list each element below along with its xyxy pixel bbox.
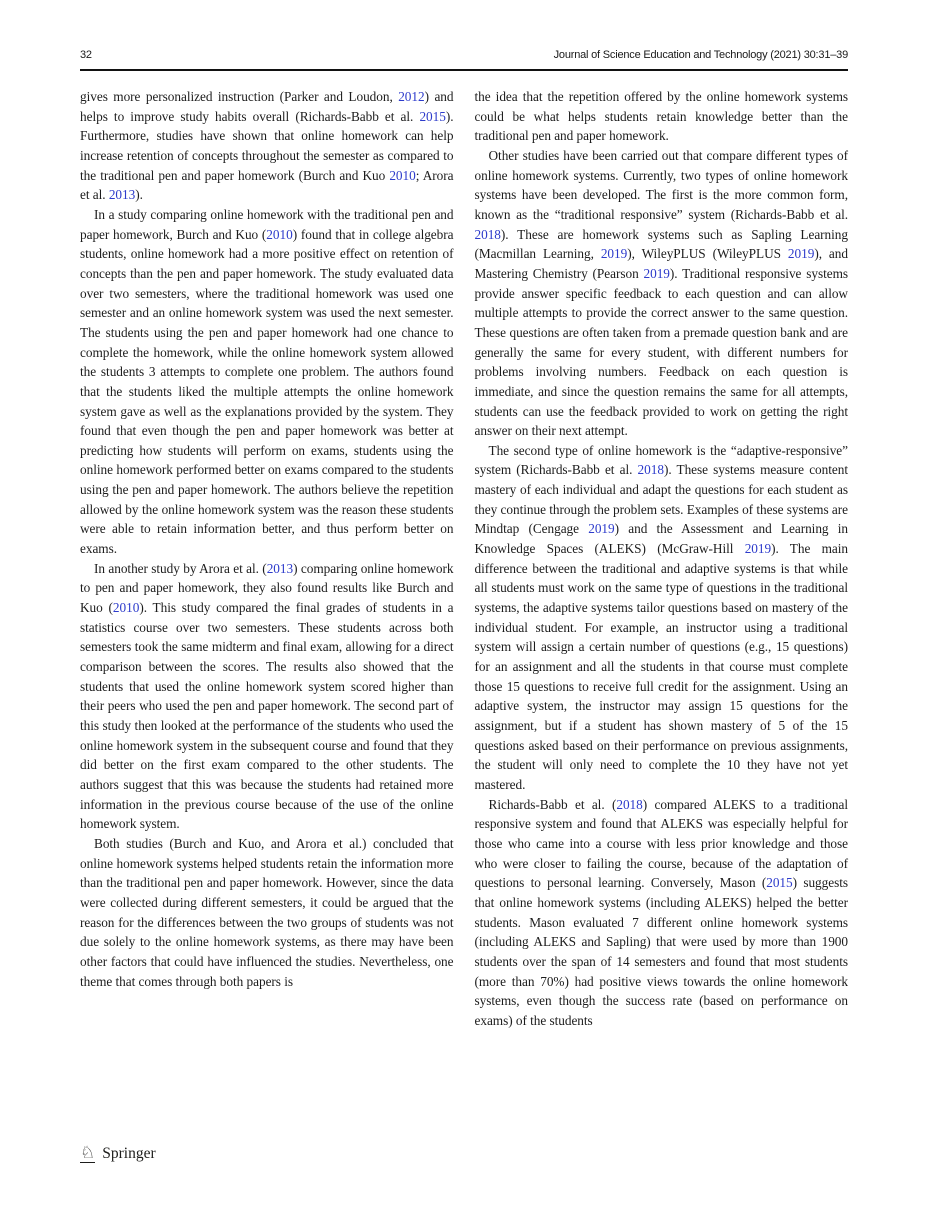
column-right — [475, 87, 849, 1031]
citation-link[interactable]: 2010 — [389, 167, 416, 183]
page-header — [80, 49, 848, 61]
citation-link[interactable]: 2012 — [398, 89, 425, 104]
citation-link[interactable]: 2019 — [787, 246, 815, 262]
publisher-name: Springer — [102, 1144, 156, 1162]
paragraph: Both studies (Burch and Kuo, and Arora et al.) concluded that online homework systems helped students retain the information more than the traditional pen and paper homework. However, since the data were collected during different semesters, it could be argued that the reason for the differences between the two groups of students was not due solely to the online homework systems, as there may have been other factors that could have influenced the studies. Nevertheless, one theme that comes through both papers is — [80, 835, 454, 989]
citation-link[interactable]: 2019 — [588, 521, 615, 537]
header-divider — [80, 69, 848, 71]
paragraph: In another study by Arora et al. (2013) comparing online homework to pen and paper homework, they also found results like Burch and Kuo (2010). This study compared the final grades of students in a statistics course over two semesters. These students across both semesters took the same midterm and final exam, allowing for a direct comparison between the scores. The results also showed that the students that used the online homework system scored higher than their peers who used the pen and paper homework. The second part of this study then looked at the performance of the students who used the online homework system in the subsequent course and found that they did better on the first exam compared to the other students. The authors suggest that this was because the students had retained more information in the previous course because of the use of the online homework system. — [80, 560, 454, 832]
article-body — [80, 87, 848, 1031]
citation-link[interactable]: 2015 — [766, 875, 793, 891]
page-footer — [80, 1144, 156, 1163]
citation-link[interactable]: 2019 — [643, 265, 670, 281]
citation-link[interactable]: 2019 — [600, 246, 628, 262]
paragraph: Other studies have been carried out that compare different types of online homework systems. Currently, two types of online homework systems have been developed. The first is the more common form, known as the “traditional responsive” system (Richards-Babb et al. 2018). These are homework systems such as Sapling Learning (Macmillan Learning, 2019), WileyPLUS (WileyPLUS 2019), and Mastering Chemistry (Pearson 2019). Traditional responsive systems provide answer specific feedback to each question and can allow multiple attempts to provide the correct answer to the same question. These questions are often taken from a premade question bank and are generally the same for every student, with different numbers for problems involving numbers. Feedback on each question is immediate, and since the question remains the same for all attempts, students can use the feedback provided to work on getting the right answer on their next attempt. — [474, 147, 848, 439]
column-left — [80, 87, 454, 1031]
paragraph: the idea that the repetition offered by the online homework systems could be what helps students retain knowledge better than the traditional pen and paper homework. — [474, 89, 848, 144]
citation-link[interactable]: 2018 — [474, 226, 501, 242]
page-number: 32 — [80, 49, 92, 61]
journal-reference: Journal of Science Education and Technology (2021) 30:31–39 — [553, 49, 848, 61]
paragraph: The second type of online homework is the “adaptive-responsive” system (Richards-Babb et al. 2018). These systems measure content mastery of each individual and adapt the questions for each student as they continue through the problem sets. Examples of these systems are Mindtap (Cengage 2019) and the Assessment and Learning in Knowledge Spaces (ALEKS) (McGraw-Hill 2019). The main difference between the traditional and adaptive systems is that while all students must work on the same type of questions in the traditional systems, the adaptive systems tailor questions based on mastery of the individual student. For example, an instructor using a traditional system will assign a certain number of questions (e.g., 15 questions) for an assignment and all the students in that course must complete those 15 questions to receive full credit for the assignment. Using an adaptive system, the instructor may assign 15 questions for the assignment, but if a student has shown mastery of 5 of the 15 questions asked based on their performance on previous assignments, the student will only need to complete the 10 they have not yet mastered. — [474, 442, 849, 792]
citation-link[interactable]: 2019 — [744, 541, 772, 557]
citation-link[interactable]: 2018 — [637, 462, 664, 478]
paragraph: Richards-Babb et al. (2018) compared ALEKS to a traditional responsive system and found that ALEKS was especially helpful for those who came into a course with less prior knowledge and those who were closer to failing the course, because of the adaptation of questions to personal learning. Conversely, Mason (2015) suggests that online homework systems (including ALEKS) helped the better students. Mason evaluated 7 different online homework systems (including ALEKS and Sapling) that were used by more than 1900 students over the span of 14 semesters and found that most students (more than 70%) had positive views towards the online homework systems, even though the success rate (based on performance on exams) of the students — [474, 796, 848, 1028]
citation-link[interactable]: 2010 — [266, 226, 293, 242]
citation-link[interactable]: 2010 — [112, 600, 140, 616]
citation-link[interactable]: 2013 — [266, 560, 294, 576]
springer-knight-icon: ♘ — [80, 1143, 96, 1162]
citation-link[interactable]: 2015 — [419, 108, 446, 124]
citation-link[interactable]: 2018 — [616, 796, 643, 812]
paragraph: gives more personalized instruction (Parker and Loudon, 2012) and helps to improve study habits overall (Richards-Babb et al. 2015). Furthermore, studies have shown that online homework can help increase retention of concepts throughout the semester as compared to the traditional pen and paper homework (Burch and Kuo 2010; Arora et al. 2013). — [80, 89, 454, 203]
citation-link[interactable]: 2013 — [108, 187, 136, 203]
paragraph: In a study comparing online homework with the traditional pen and paper homework, Burch and Kuo (2010) found that in college algebra students, online homework had a more positive effect on retention of concepts than the pen and paper homework. The study evaluated data over two semesters, where the traditional homework was used one semester and an online homework system was used the next semester. The students using the pen and paper homework had one chance to complete the homework, while the online homework system allowed the students 3 attempts to complete one problem. The authors found that the students liked the multiple attempts the online homework system gave as well as the explanations provided by the system. They found that even though the pen and paper homework was better at predicting how students will perform on exams, students using the online homework performed better on exams compared to the students using the pen and paper homework. The authors believe the repetition allowed by the online homework system was the reason these students were able to retain information better, and thus perform better on exams. — [80, 206, 454, 557]
